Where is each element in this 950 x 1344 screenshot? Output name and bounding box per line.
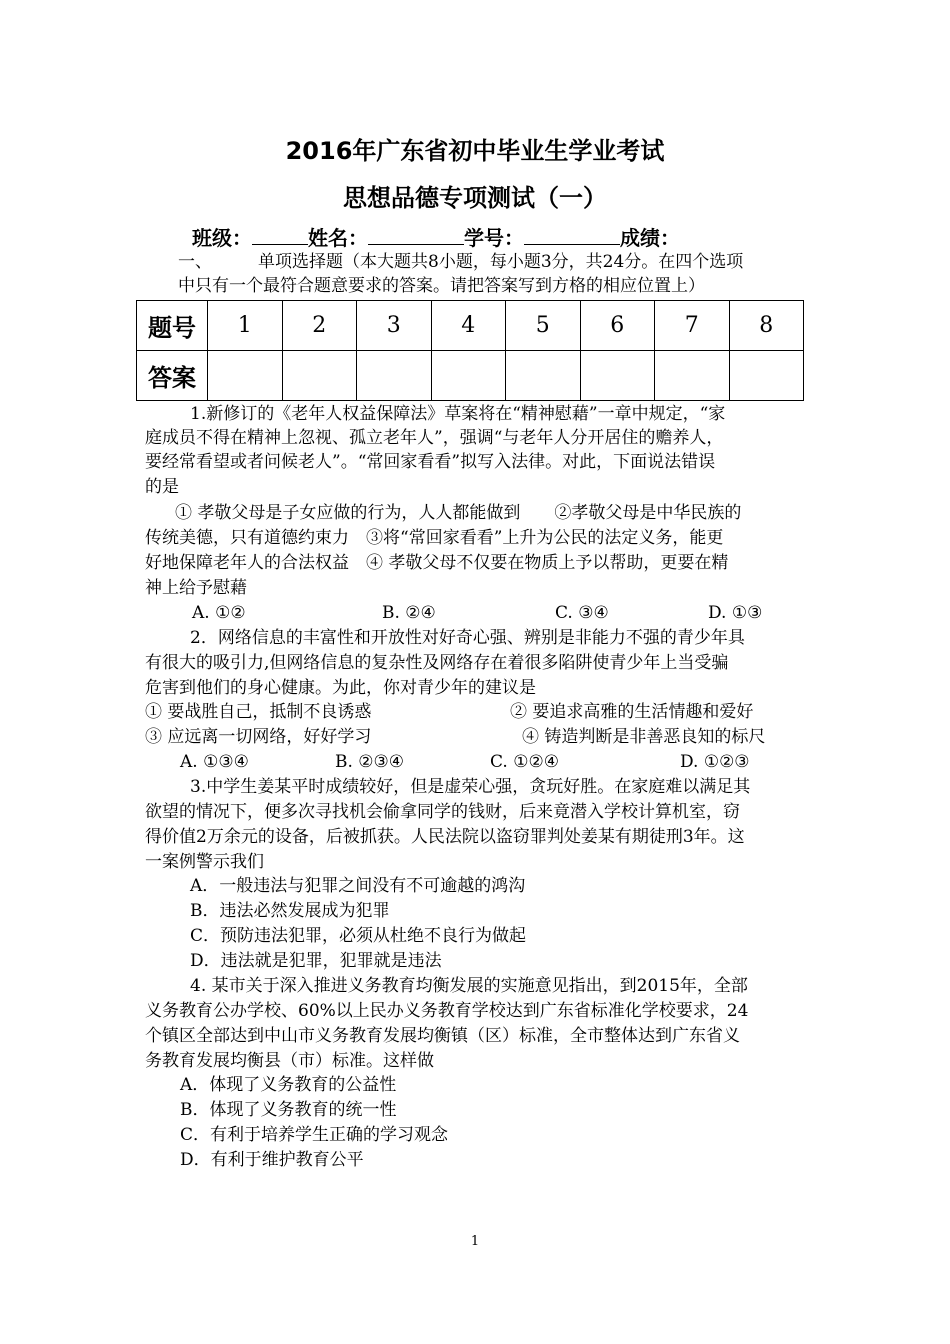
question-number: 5 bbox=[506, 301, 581, 351]
class-blank[interactable] bbox=[252, 226, 308, 245]
q3-option-b: B．违法必然发展成为犯罪 bbox=[190, 901, 390, 921]
name-label: 姓名： bbox=[308, 226, 368, 250]
q1-line: 庭成员不得在精神上忽视、孤立老年人”，强调“与老年人分开居住的赡养人， bbox=[145, 428, 724, 448]
q1-option-b: B. ②④ bbox=[382, 603, 436, 623]
q3-option-a: A．一般违法与犯罪之间没有不可逾越的鸿沟 bbox=[190, 876, 526, 896]
q2-option-d: D. ①②③ bbox=[680, 752, 750, 772]
class-label: 班级： bbox=[192, 226, 252, 250]
q3-line: 一案例警示我们 bbox=[145, 852, 264, 872]
q1-option-c: C. ③④ bbox=[555, 603, 609, 623]
q3-option-d: D．违法就是犯罪，犯罪就是违法 bbox=[190, 951, 442, 971]
q4-option-c: C．有利于培养学生正确的学习观念 bbox=[180, 1125, 449, 1145]
answer-cell[interactable] bbox=[729, 351, 804, 401]
q2-option-b: B. ②③④ bbox=[335, 752, 405, 772]
q4-option-a: A．体现了义务教育的公益性 bbox=[180, 1075, 397, 1095]
q4-option-d: D．有利于维护教育公平 bbox=[180, 1150, 364, 1170]
question-number: 4 bbox=[431, 301, 506, 351]
page-subtitle: 思想品德专项测试（一） bbox=[343, 184, 607, 212]
section1-instructions: 单项选择题（本大题共8小题，每小题3分，共24分。在四个选项 bbox=[258, 252, 744, 272]
q1-line: 要经常看望或者问候老人”。“常回家看看”拟写入法律。对此，下面说法错误 bbox=[145, 452, 716, 472]
q2-item-2: ② 要追求高雅的生活情趣和爱好 bbox=[510, 702, 754, 722]
q2-line: 2．网络信息的丰富性和开放性对好奇心强、辨别是非能力不强的青少年具 bbox=[190, 628, 745, 648]
name-blank[interactable] bbox=[368, 226, 464, 245]
question-number: 1 bbox=[208, 301, 283, 351]
q2-line: 危害到他们的身心健康。为此，你对青少年的建议是 bbox=[145, 678, 536, 698]
answer-cell[interactable] bbox=[655, 351, 730, 401]
answer-cell[interactable] bbox=[282, 351, 357, 401]
question-number: 8 bbox=[729, 301, 804, 351]
q2-item-3: ③ 应远离一切网络，好好学习 bbox=[145, 727, 372, 747]
section1-line2: 中只有一个最符合题意要求的答案。请把答案写到方格的相应位置上） bbox=[178, 276, 705, 296]
q2-option-a: A. ①③④ bbox=[180, 752, 249, 772]
q1-option-d: D. ①③ bbox=[708, 603, 763, 623]
number-row-header: 题号 bbox=[137, 301, 208, 351]
answer-table-answer-row bbox=[137, 351, 804, 401]
question-number: 2 bbox=[282, 301, 357, 351]
answer-cell[interactable] bbox=[357, 351, 432, 401]
question-number: 7 bbox=[655, 301, 730, 351]
student-info-line bbox=[192, 225, 680, 251]
answer-table bbox=[136, 300, 804, 401]
q1-line: 神上给予慰藉 bbox=[145, 578, 247, 598]
score-label: 成绩： bbox=[620, 226, 680, 250]
q1-line: 好地保障老年人的合法权益 ④ 孝敬父母不仅要在物质上予以帮助，更要在精 bbox=[145, 553, 729, 573]
q2-item-4: ④ 铸造判断是非善恶良知的标尺 bbox=[522, 727, 766, 747]
answer-cell[interactable] bbox=[580, 351, 655, 401]
answer-table-number-row bbox=[137, 301, 804, 351]
q3-option-c: C．预防违法犯罪，必须从杜绝不良行为做起 bbox=[190, 926, 527, 946]
id-label: 学号： bbox=[464, 226, 524, 250]
q3-line: 得价值2万余元的设备，后被抓获。人民法院以盗窃罪判处姜某有期徒刑3年。这 bbox=[145, 827, 745, 847]
question-number: 6 bbox=[580, 301, 655, 351]
q4-line: 个镇区全部达到中山市义务教育发展均衡镇（区）标准，全市整体达到广东省义 bbox=[145, 1026, 740, 1046]
q3-line: 3.中学生姜某平时成绩较好，但是虚荣心强，贪玩好胜。在家庭难以满足其 bbox=[190, 777, 751, 797]
q4-line: 4. 某市关于深入推进义务教育均衡发展的实施意见指出，到2015年，全部 bbox=[190, 976, 748, 996]
page-number: 1 bbox=[470, 1234, 480, 1249]
q2-option-c: C. ①②④ bbox=[490, 752, 559, 772]
answer-cell[interactable] bbox=[506, 351, 581, 401]
answer-row-header: 答案 bbox=[137, 351, 208, 401]
id-blank[interactable] bbox=[524, 226, 620, 245]
q4-option-b: B．体现了义务教育的统一性 bbox=[180, 1100, 397, 1120]
q1-line: 的是 bbox=[145, 477, 179, 497]
q4-line: 务教育发展均衡县（市）标准。这样做 bbox=[145, 1051, 434, 1071]
answer-cell[interactable] bbox=[431, 351, 506, 401]
q1-line: 传统美德，只有道德约束力 ③将“常回家看看”上升为公民的法定义务，能更 bbox=[145, 528, 724, 548]
question-number: 3 bbox=[357, 301, 432, 351]
q2-line: 有很大的吸引力,但网络信息的复杂性及网络存在着很多陷阱使青少年上当受骗 bbox=[145, 653, 729, 673]
section1-line1 bbox=[178, 250, 743, 274]
q1-line: 1.新修订的《老年人权益保障法》草案将在“精神慰藉”一章中规定，“家 bbox=[190, 404, 726, 424]
q4-line: 义务教育公办学校、60%以上民办义务教育学校达到广东省标准化学校要求，24 bbox=[145, 1001, 749, 1021]
q1-option-a: A. ①② bbox=[192, 603, 246, 623]
q2-item-1: ① 要战胜自己，抵制不良诱惑 bbox=[145, 702, 372, 722]
answer-cell[interactable] bbox=[208, 351, 283, 401]
q1-line: ① 孝敬父母是子女应做的行为，人人都能做到 ②孝敬父母是中华民族的 bbox=[175, 503, 742, 523]
q3-line: 欲望的情况下，便多次寻找机会偷拿同学的钱财，后来竟潜入学校计算机室，窃 bbox=[145, 802, 740, 822]
section1-number: 一、 bbox=[178, 252, 212, 272]
page-title: 2016年广东省初中毕业生学业考试 bbox=[285, 137, 665, 165]
